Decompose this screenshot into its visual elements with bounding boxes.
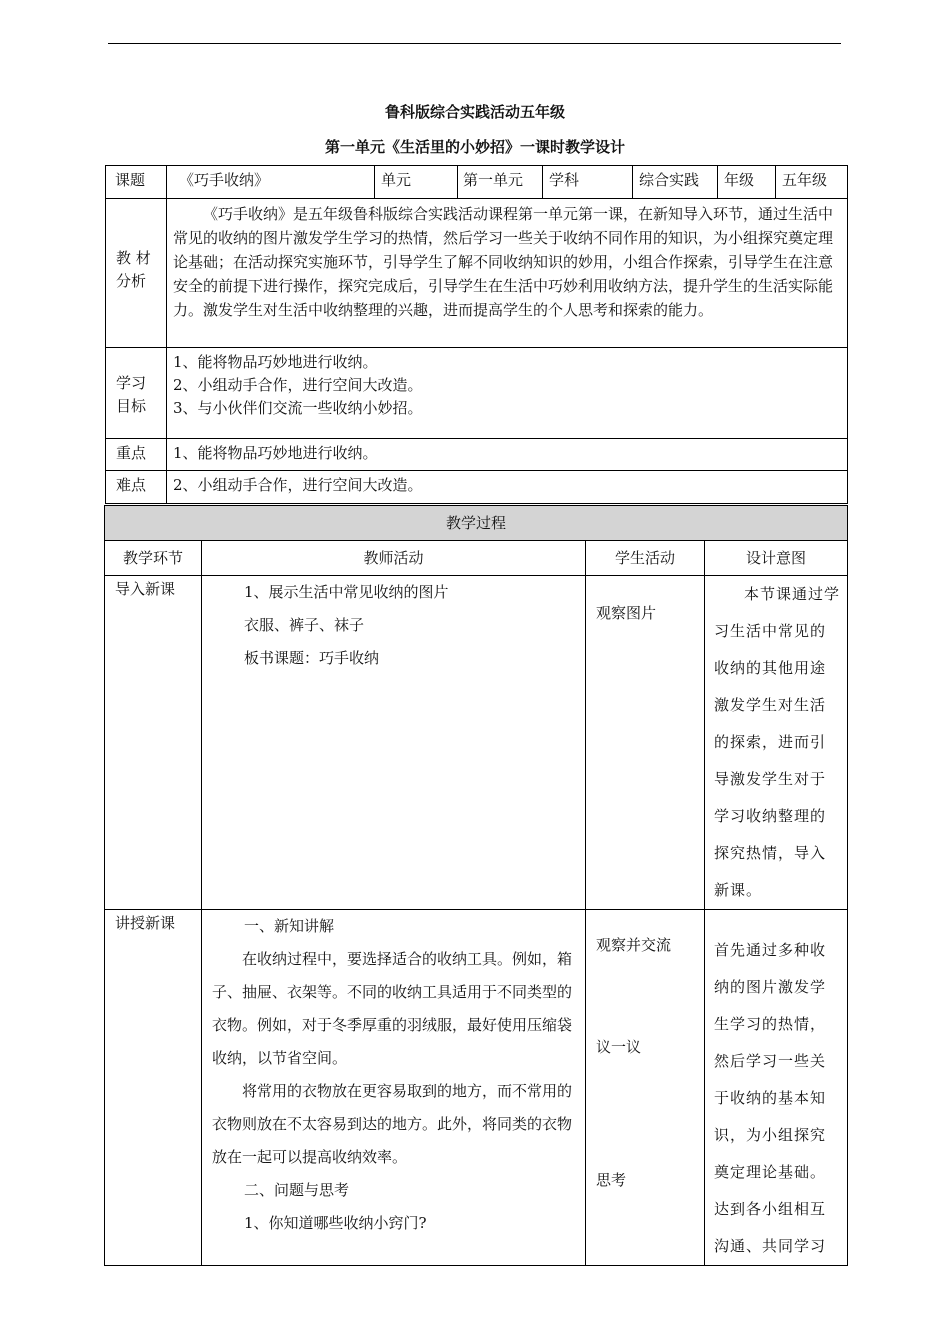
- topic-value: 《巧手收纳》: [167, 166, 375, 199]
- goals-list: [167, 348, 848, 439]
- student-activity-item: 思考: [596, 1171, 627, 1189]
- subject-label: 学科: [543, 166, 633, 199]
- grade-value: 五年级: [776, 166, 848, 199]
- student-activity-item: 观察并交流: [596, 936, 672, 954]
- teacher-line: 衣服、裤子、袜子: [244, 616, 365, 634]
- lesson-info-table: [105, 165, 848, 504]
- column-header-student: 学生活动: [586, 541, 705, 576]
- teacher-activity-intro: [202, 576, 586, 910]
- student-activity-item: 议一议: [596, 1038, 642, 1056]
- goal-item: 2、小组动手合作，进行空间大改造。: [173, 376, 423, 394]
- column-header-teacher: 教师活动: [202, 541, 586, 576]
- goal-item: 1、能将物品巧妙地进行收纳。: [173, 353, 378, 371]
- student-activity-lecture: [586, 910, 705, 1266]
- analysis-text: 《巧手收纳》是五年级鲁科版综合实践活动课程第一单元第一课，在新知导入环节，通过生活中常见的收纳的图片激发学生学习的热情，然后学习一些关于收纳不同作用的知识，为小组探究奠定理论基础；在活动探究实施环节，引导学生了解不同收纳知识的妙用，小组合作探索，引导学生在注意安全的前提下进行操作，探究完成后，引导学生在生活中巧妙利用收纳方法，提升学生的生活实际能力。激发学生对生活中收纳整理的兴趣，进而提高学生的个人思考和探索的能力。: [173, 205, 834, 319]
- key-point-label: 重点: [106, 439, 167, 471]
- section-heading: 二、问题与思考: [244, 1181, 350, 1199]
- difficulty-text: 2、小组动手合作，进行空间大改造。: [167, 471, 848, 504]
- grade-label: 年级: [718, 166, 776, 199]
- stage-lecture: 讲授新课: [105, 910, 202, 1266]
- teaching-process-table: [104, 505, 848, 1266]
- section-heading: 一、新知讲解: [244, 917, 335, 935]
- teacher-line: 板书课题：巧手收纳: [244, 649, 380, 667]
- question-item: 1、你知道哪些收纳小窍门?: [244, 1214, 427, 1232]
- analysis-label-line2: 分析: [116, 272, 147, 290]
- teacher-paragraph: 将常用的衣物放在更容易取到的地方，而不常用的衣物则放在不太容易到达的地方。此外，将同类的衣物放在一起可以提高收纳效率。: [212, 1082, 573, 1166]
- difficulty-label: 难点: [106, 471, 167, 504]
- subject-value: 综合实践: [633, 166, 718, 199]
- process-title: 教学过程: [105, 506, 848, 541]
- teacher-activity-lecture: [202, 910, 586, 1266]
- topic-label: 课题: [106, 166, 167, 199]
- teacher-paragraph: 在收纳过程中，要选择适合的收纳工具。例如，箱子、抽屉、衣架等。不同的收纳工具适用于不同类型的衣物。例如，对于冬季厚重的羽绒服，最好使用压缩袋收纳，以节省空间。: [212, 950, 573, 1067]
- column-header-stage: 教学环节: [105, 541, 202, 576]
- document-title: 鲁科版综合实践活动五年级: [384, 103, 565, 121]
- unit-value: 第一单元: [458, 166, 543, 199]
- design-intent-text: 首先通过多种收纳的图片激发学生学习的热情，然后学习一些关于收纳的基本知识，为小组探究奠定理论基础。达到各小组相互沟通、共同学习: [714, 941, 827, 1255]
- key-point-text: 1、能将物品巧妙地进行收纳。: [167, 439, 848, 471]
- design-intent-intro: [705, 576, 848, 910]
- analysis-label-line1: 教 材: [116, 249, 151, 267]
- student-activity-intro: 观察图片: [586, 576, 705, 910]
- teacher-line: 1、展示生活中常见收纳的图片: [244, 583, 449, 601]
- goal-item: 3、与小伙伴们交流一些收纳小妙招。: [173, 399, 423, 417]
- analysis-label: [106, 199, 167, 348]
- design-intent-text: 本节课通过学习生活中常见的收纳的其他用途激发学生对生活的探索，进而引导激发学生对于学习收纳整理的探究热情，导入新课。: [714, 585, 841, 899]
- header-rule: [108, 43, 841, 44]
- goals-label-line1: 学习: [116, 374, 147, 392]
- document-subtitle: 第一单元《生活里的小妙招》一课时教学设计: [324, 138, 625, 156]
- design-intent-lecture: [705, 910, 848, 1266]
- analysis-text-cell: [167, 199, 848, 348]
- goals-label: [106, 348, 167, 439]
- column-header-intent: 设计意图: [705, 541, 848, 576]
- unit-label: 单元: [375, 166, 458, 199]
- stage-intro: 导入新课: [105, 576, 202, 910]
- goals-label-line2: 目标: [116, 397, 147, 415]
